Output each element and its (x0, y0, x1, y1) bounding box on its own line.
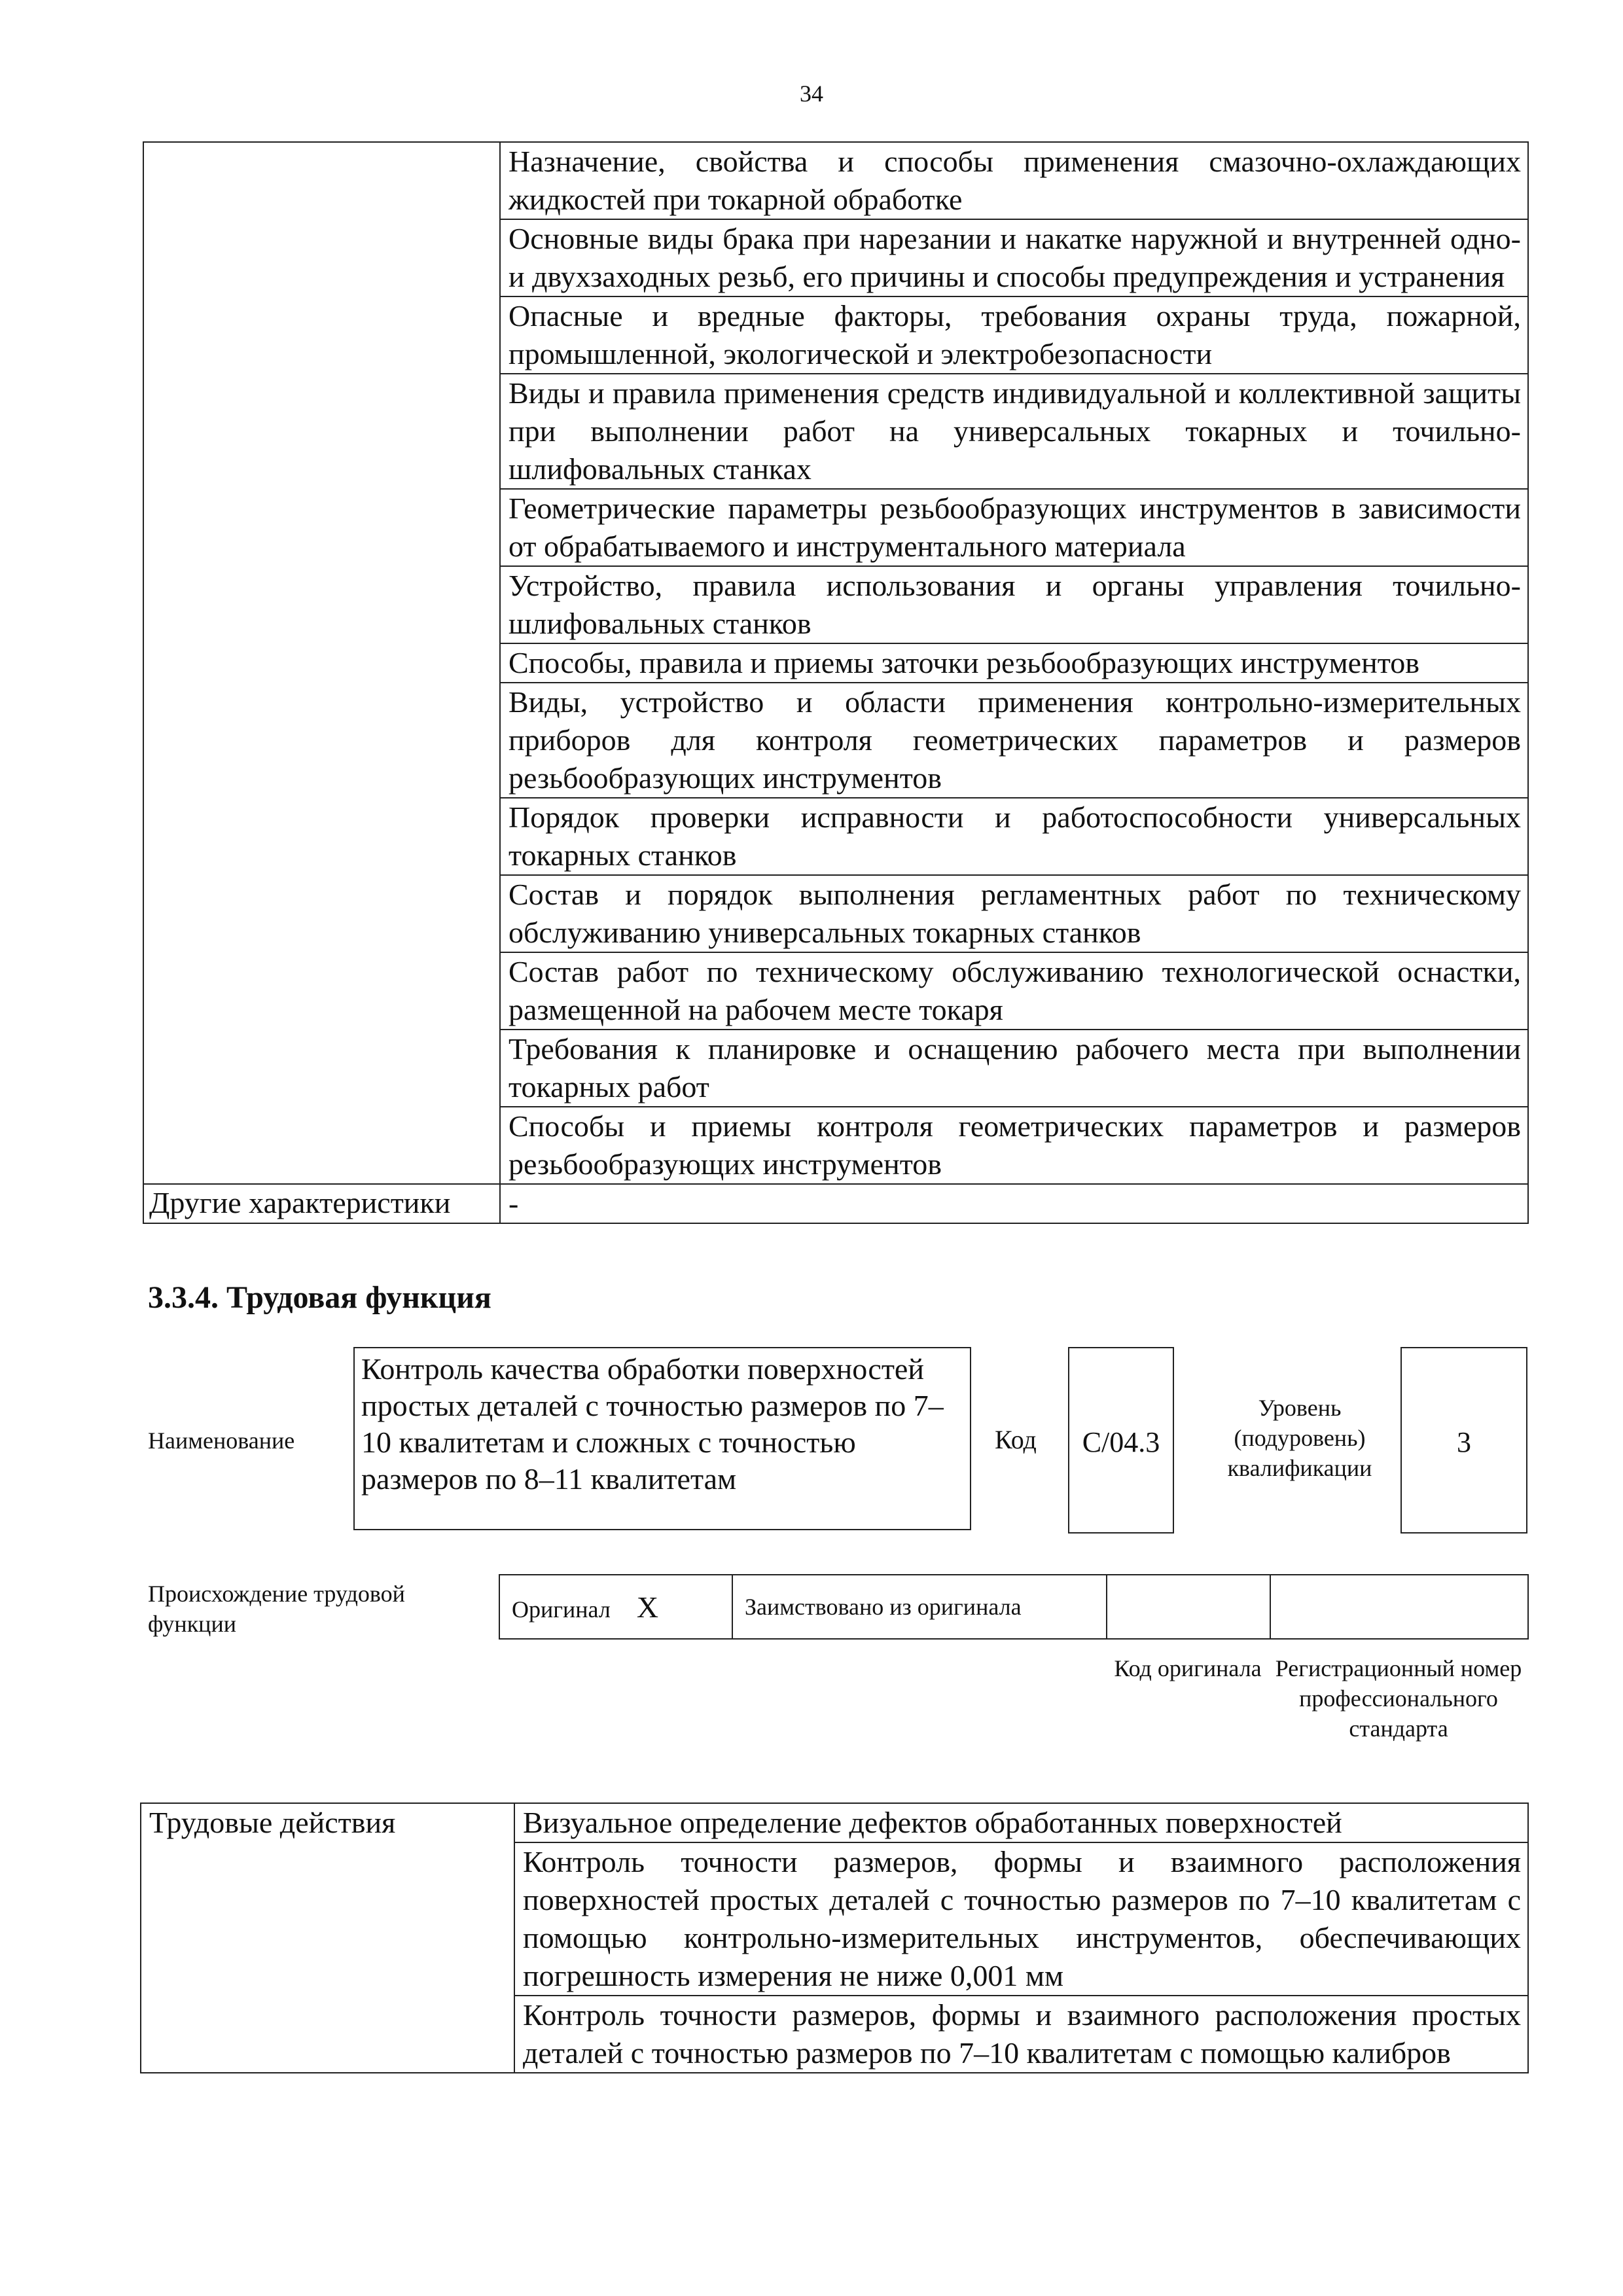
table-row (499, 1575, 1528, 1639)
knowledge-item: Виды и правила применения средств индивидуальной и коллективной защиты при выполнении работ на универсальных токарных и точильно-шлифовальных станках (500, 374, 1528, 489)
labor-action-item: Контроль точности размеров, формы и взаимного расположения поверхностей простых деталей с точностью размеров по 7–10 квалитетам с помощью контрольно-измерительных инструментов, обеспечивающих погрешность измерения не ниже 0,001 мм (514, 1842, 1528, 1996)
page-number: 34 (800, 81, 823, 107)
knowledge-item: Основные виды брака при нарезании и накатке наружной и внутренней одно- и двухзаходных резьб, его причины и способы предупреждения и устранения (500, 219, 1528, 296)
registration-number-cell (1270, 1575, 1528, 1639)
other-characteristics-value: - (500, 1184, 1528, 1223)
other-characteristics-label: Другие характеристики (143, 1184, 500, 1223)
original-code-cell (1107, 1575, 1270, 1639)
knowledge-item: Виды, устройство и области применения контрольно-измерительных приборов для контроля геометрических параметров и размеров резьбообразующих инструментов (500, 683, 1528, 798)
labor-actions-label: Трудовые действия (141, 1803, 514, 2073)
qualification-level-box: 3 (1400, 1347, 1527, 1534)
knowledge-item: Состав и порядок выполнения регламентных работ по техническому обслуживанию универсальных токарных станков (500, 875, 1528, 952)
table-row (143, 142, 1528, 219)
labor-action-item: Визуальное определение дефектов обработанных поверхностей (514, 1803, 1528, 1842)
original-cell (499, 1575, 732, 1639)
knowledge-item: Порядок проверки исправности и работоспособности универсальных токарных станков (500, 798, 1528, 875)
knowledge-item: Способы и приемы контроля геометрических параметров и размеров резьбообразующих инструментов (500, 1107, 1528, 1184)
registration-number-caption: Регистрационный номер профессионального стандарта (1275, 1655, 1522, 1742)
knowledge-item: Требования к планировке и оснащению рабочего места при выполнении токарных работ (500, 1030, 1528, 1107)
borrowed-label: Заимствовано из оригинала (732, 1575, 1107, 1639)
origin-label: Происхождение трудовой функции (148, 1581, 405, 1637)
knowledge-item: Способы, правила и приемы заточки резьбообразующих инструментов (500, 643, 1528, 683)
function-name-box: Контроль качества обработки поверхностей простых деталей с точностью размеров по 7–10 квалитетам и сложных с точностью размеров по 8–11 квалитетам (353, 1347, 971, 1530)
knowledge-item: Опасные и вредные факторы, требования охраны труда, пожарной, промышленной, экологической и электробезопасности (500, 296, 1528, 374)
knowledge-table (143, 141, 1529, 1224)
knowledge-item: Состав работ по техническому обслуживанию технологической оснастки, размещенной на рабочем месте токаря (500, 952, 1528, 1030)
table-row (143, 1184, 1528, 1223)
code-box: C/04.3 (1068, 1347, 1174, 1534)
section-heading: 3.3.4. Трудовая функция (148, 1280, 491, 1315)
labor-action-item: Контроль точности размеров, формы и взаимного расположения простых деталей с точностью размеров по 7–10 квалитетам с помощью калибров (514, 1996, 1528, 2073)
labor-actions-table (140, 1803, 1529, 2073)
name-label: Наименование (148, 1427, 295, 1454)
table-row (141, 1803, 1528, 1842)
code-label: Код (995, 1425, 1037, 1454)
knowledge-item: Геометрические параметры резьбообразующих инструментов в зависимости от обрабатываемого и инструментального материала (500, 489, 1528, 566)
original-mark: X (636, 1590, 659, 1624)
original-label: Оригинал (512, 1596, 611, 1623)
knowledge-label-cell (143, 142, 500, 1184)
qualification-level-label: Уровень (подуровень) квалификации (1227, 1395, 1372, 1481)
origin-table (499, 1574, 1529, 1640)
original-code-caption: Код оригинала (1114, 1655, 1262, 1681)
knowledge-item: Назначение, свойства и способы применения смазочно-охлаждающих жидкостей при токарной обработке (500, 142, 1528, 219)
knowledge-item: Устройство, правила использования и органы управления точильно-шлифовальных станков (500, 566, 1528, 643)
